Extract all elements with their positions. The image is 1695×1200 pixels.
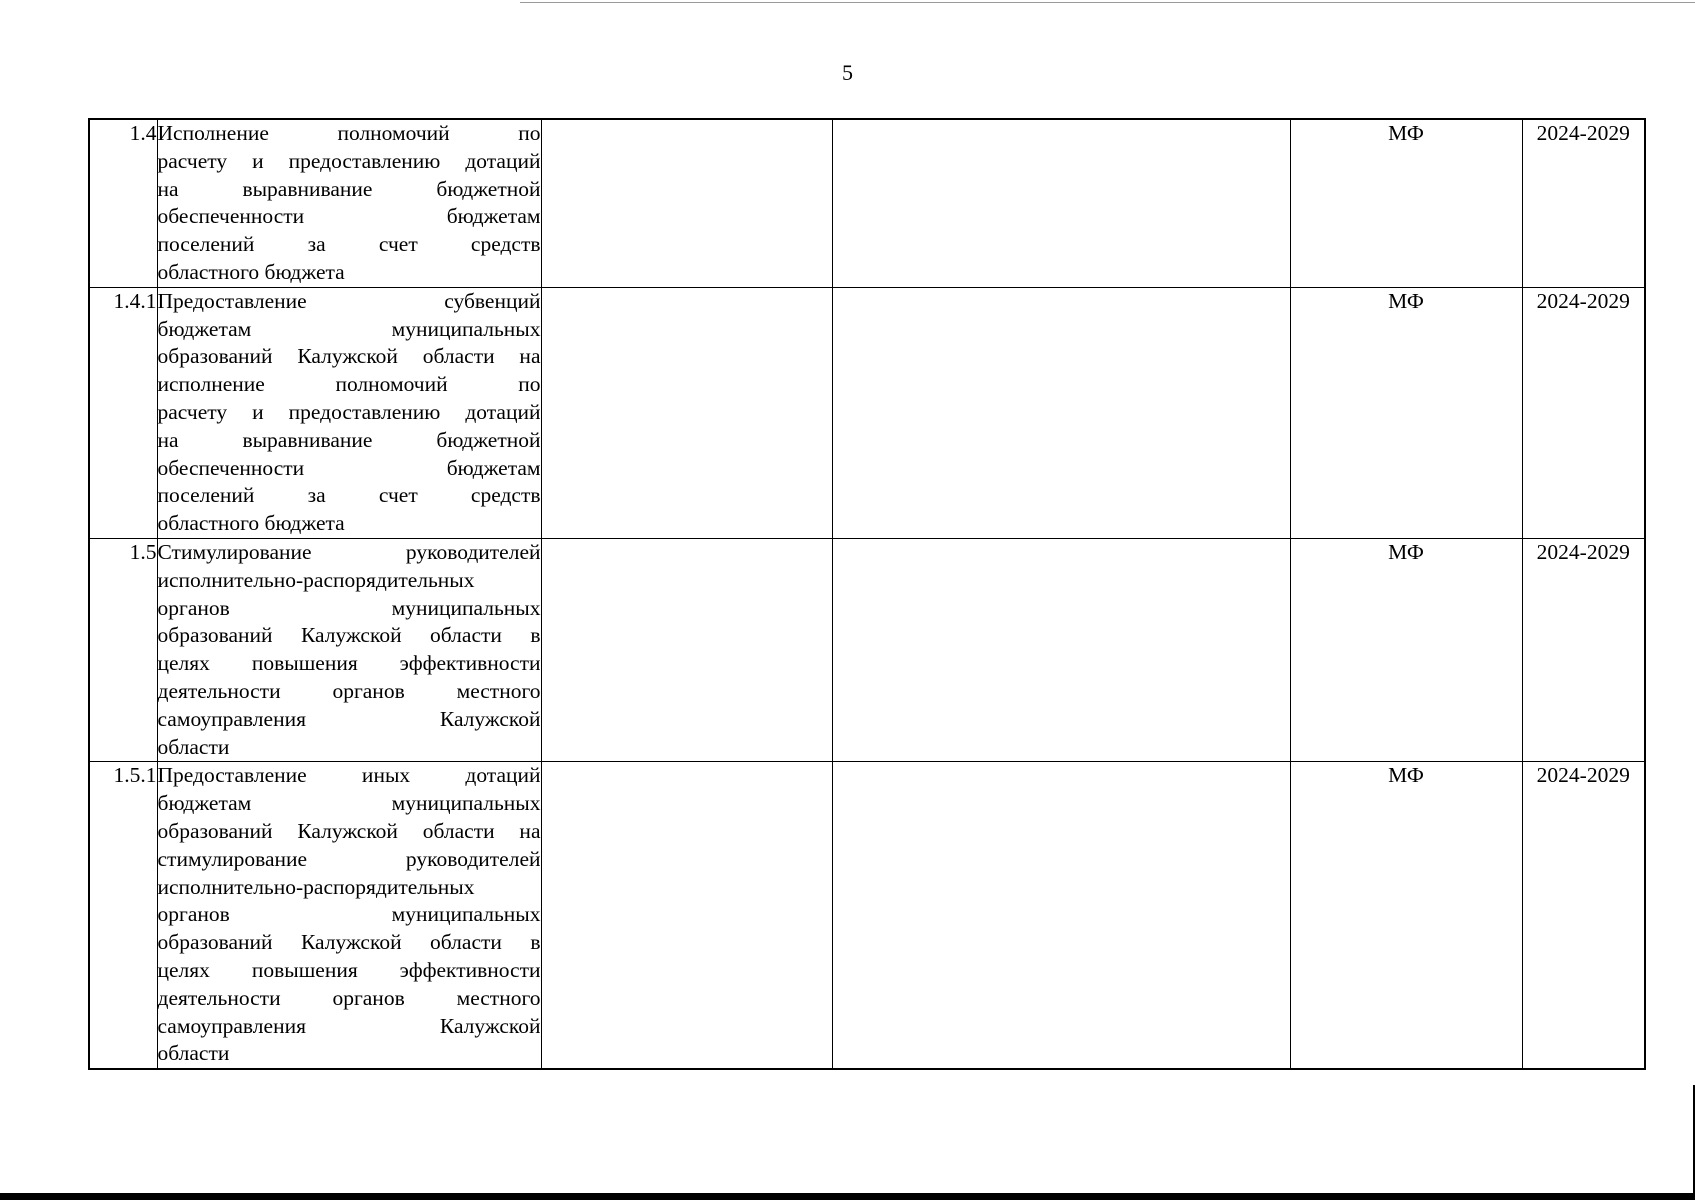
period-cell: 2024-2029: [1522, 119, 1645, 287]
measure-name-line: исполнительно-распорядительных: [157, 874, 475, 899]
measure-name-line: расчету и предоставлению дотаций: [157, 148, 541, 173]
measure-name-line: деятельности органов местного: [157, 985, 541, 1010]
measure-name-line: обеспеченности бюджетам: [157, 204, 541, 229]
measure-name-line: Стимулирование руководителей: [157, 539, 541, 564]
measure-name-cell: [157, 287, 541, 538]
measure-name-line: поселений за счет средств: [157, 483, 541, 508]
measure-name-line: образований Калужской области в: [157, 930, 541, 955]
executor-cell: МФ: [1290, 287, 1522, 538]
measure-name-line: Исполнение полномочий по: [157, 121, 541, 145]
measure-name-line: областного бюджета: [157, 511, 345, 536]
table-row: [89, 119, 1645, 287]
row-number-cell: 1.5: [89, 538, 157, 761]
executor-cell: МФ: [1290, 762, 1522, 1069]
table-row: [89, 538, 1645, 761]
measure-name-line: стимулирование руководителей: [157, 846, 541, 871]
measure-name-line: поселений за счет средств: [157, 232, 541, 257]
empty-cell: [541, 538, 832, 761]
measure-name-line: на выравнивание бюджетной: [157, 427, 541, 452]
measure-name-line: расчету и предоставлению дотаций: [157, 399, 541, 424]
executor-cell: МФ: [1290, 119, 1522, 287]
measure-name-line: самоуправления Калужской: [157, 1013, 541, 1038]
empty-cell: [541, 287, 832, 538]
scan-bottom-band: [0, 1193, 1695, 1200]
measure-name-line: исполнение полномочий по: [157, 372, 541, 397]
measure-name-line: области: [157, 1041, 230, 1066]
measure-name-line: деятельности органов местного: [157, 678, 541, 703]
measure-name-line: самоуправления Калужской: [157, 706, 541, 731]
empty-cell: [832, 762, 1290, 1069]
measure-name-line: областного бюджета: [157, 259, 345, 284]
measure-name-line: Предоставление субвенций: [157, 288, 541, 313]
empty-cell: [832, 538, 1290, 761]
measure-name-line: целях повышения эффективности: [157, 957, 541, 982]
measure-name-line: органов муниципальных: [157, 902, 541, 927]
measure-name-line: бюджетам муниципальных: [157, 791, 541, 816]
measure-name-cell: [157, 119, 541, 287]
empty-cell: [541, 762, 832, 1069]
row-number-cell: 1.4: [89, 119, 157, 287]
empty-cell: [832, 287, 1290, 538]
measure-name-line: области: [157, 734, 230, 759]
measure-name-line: на выравнивание бюджетной: [157, 176, 541, 201]
measure-name-line: исполнительно-распорядительных: [157, 567, 475, 592]
empty-cell: [832, 119, 1290, 287]
row-number-cell: 1.5.1: [89, 762, 157, 1069]
document-table: [88, 118, 1646, 1070]
measure-name-line: органов муниципальных: [157, 595, 541, 620]
measure-name-line: целях повышения эффективности: [157, 651, 541, 676]
empty-cell: [541, 119, 832, 287]
period-cell: 2024-2029: [1522, 538, 1645, 761]
table-row: [89, 762, 1645, 1069]
measure-name-line: образований Калужской области на: [157, 818, 541, 843]
page-number: 5: [842, 60, 853, 85]
measure-name-line: обеспеченности бюджетам: [157, 455, 541, 480]
scan-top-line: [520, 2, 1695, 3]
measure-name-line: образований Калужской области на: [157, 344, 541, 369]
executor-cell: МФ: [1290, 538, 1522, 761]
measure-name-line: Предоставление иных дотаций: [157, 763, 541, 788]
measure-name-line: бюджетам муниципальных: [157, 316, 541, 341]
period-cell: 2024-2029: [1522, 287, 1645, 538]
measure-name-cell: [157, 538, 541, 761]
period-cell: 2024-2029: [1522, 762, 1645, 1069]
measure-name-line: образований Калужской области в: [157, 623, 541, 648]
table-row: [89, 287, 1645, 538]
measure-name-cell: [157, 762, 541, 1069]
table-body: [89, 119, 1645, 1069]
row-number-cell: 1.4.1: [89, 287, 157, 538]
